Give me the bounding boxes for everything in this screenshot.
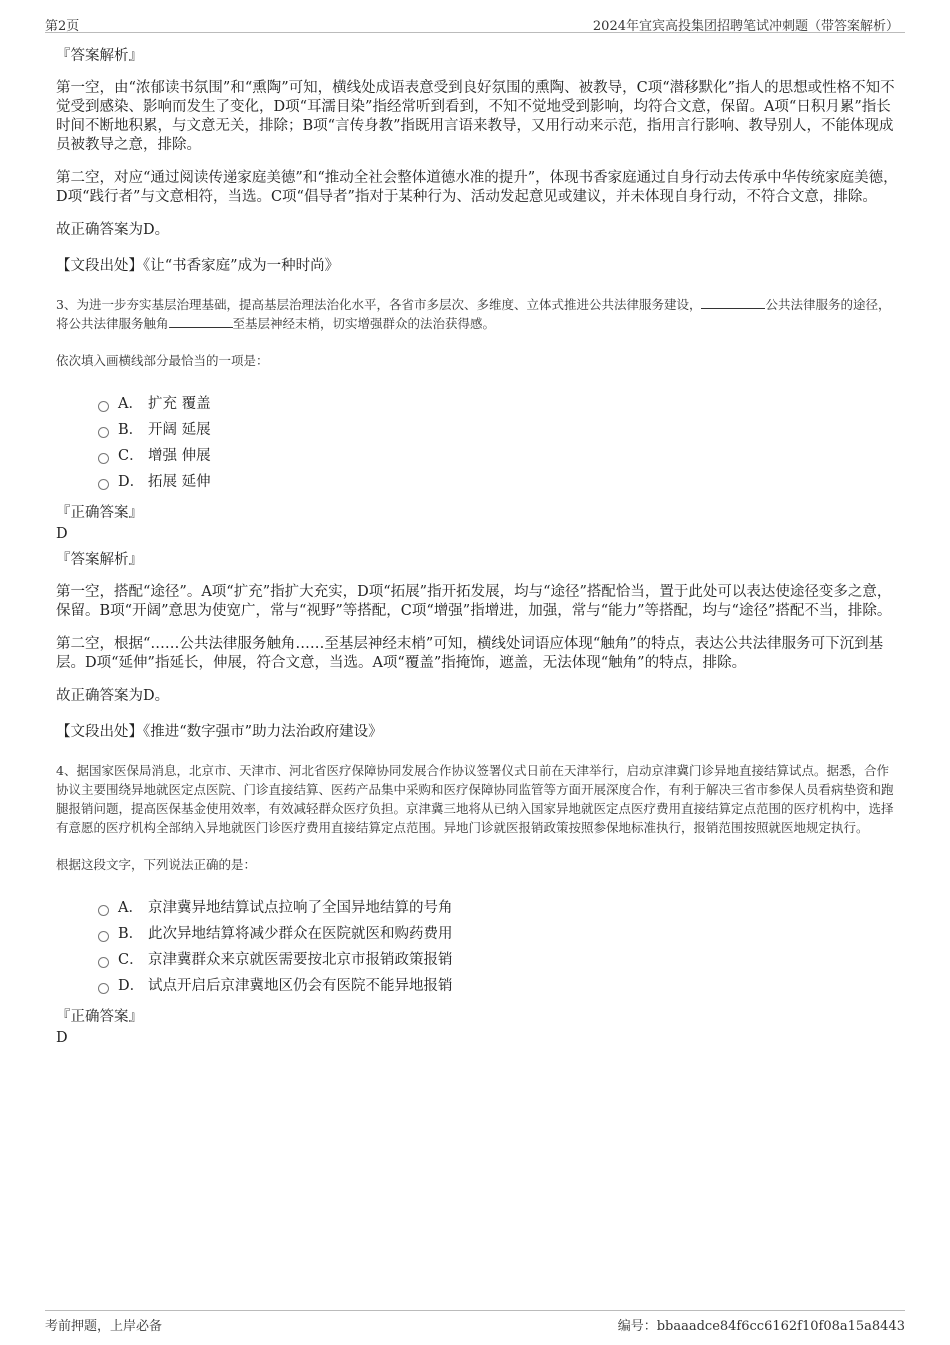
footer-note: 考前押题，上岸必备 — [45, 1319, 163, 1334]
correct-answer-label: 『正确答案』 — [56, 505, 143, 521]
radio-icon[interactable] — [98, 957, 109, 968]
radio-icon[interactable] — [98, 427, 109, 438]
correct-answer: D — [56, 1030, 68, 1046]
question-4-options — [98, 893, 898, 997]
radio-icon[interactable] — [98, 479, 109, 490]
analysis-paragraph: 第一空，由“浓郁读书氛围”和“熏陶”可知，横线处成语表意受到良好氛围的熏陶、被教导，C项“潜移默化”指人的思想或性格不知不觉受到感染、影响而发生了变化，D项“耳濡目染”指经常听到看到，不知不觉地受到影响，均符合文意，保留。A项“日积月累”指长时间不断地积累，与文意无关，排除；B项“言传身教”指既用言语来教导，又用行动来示范，指用言行影响、教导别人，不能体现成员被教导之意，排除。 — [56, 80, 895, 153]
radio-icon[interactable] — [98, 401, 109, 412]
option-d[interactable]: D． 试点开启后京津冀地区仍会有医院不能异地报销 — [98, 971, 898, 997]
question-3-text: 3、为进一步夯实基层治理基础，提高基层治理法治化水平，各省市多层次、多维度、立体式推进公共法律服务建设， 公共法律服务的途径，将公共法律服务触角 至基层神经末梢，切实增强群众的法治获得感。 — [56, 297, 891, 331]
question-4-prompt: 根据这段文字，下列说法正确的是： — [56, 857, 257, 872]
page-header — [45, 12, 905, 33]
radio-icon[interactable] — [98, 983, 109, 994]
analysis-paragraph: 第二空，对应“通过阅读传递家庭美德”和“推动全社会整体道德水准的提升”，体现书香家庭通过自身行动去传承中华传统家庭美德，D项“践行者”与文意相符，当选。C项“倡导者”指对于某种行为、活动发起意见或建议，并未体现自身行动，不符合文意，排除。 — [56, 170, 898, 205]
source-label: 【文段出处】 — [56, 724, 143, 740]
question-4-text: 4、据国家医保局消息，北京市、天津市、河北省医疗保障协同发展合作协议签署仪式日前在天津举行，启动京津冀门诊异地直接结算试点。据悉，合作协议主要围绕异地就医定点医院、门诊直接结算、医药产品集中采购和医疗保障协同监管等方面开展深度合作，有利于解决三省市参保人员看病垫资和跑腿报销问题，提高医保基金使用效率，有效减轻群众医疗负担。京津冀三地将从已纳入国家异地就医定点医疗费用直接结算定点范围的医疗机构中，选择有意愿的医疗机构全部纳入异地就医门诊医疗费用直接结算定点范围。异地门诊就医报销政策按照参保地标准执行，报销范围按照就医地规定执行。 — [56, 763, 894, 835]
blank-1 — [701, 296, 765, 309]
analysis-label: 『答案解析』 — [56, 552, 143, 568]
option-c[interactable]: C． 京津冀群众来京就医需要按北京市报销政策报销 — [98, 945, 898, 971]
correct-answer-label: 『正确答案』 — [56, 1009, 143, 1025]
source-line — [56, 720, 898, 741]
option-b[interactable]: B． 开阔 延展 — [98, 415, 898, 441]
radio-icon[interactable] — [98, 931, 109, 942]
analysis-paragraph: 第一空，搭配“途径”。A项“扩充”指扩大充实，D项“拓展”指开拓发展，均与“途径”搭配恰当，置于此处可以表达使途径变多之意，保留。B项“开阔”意思为使宽广，常与“视野”等搭配，C项“增强”指增进，加强，常与“能力”等搭配，均与“途径”搭配不当，排除。 — [56, 584, 892, 619]
page-footer — [45, 1310, 905, 1333]
option-b[interactable]: B． 此次异地结算将减少群众在医院就医和购药费用 — [98, 919, 898, 945]
radio-icon[interactable] — [98, 905, 109, 916]
option-a[interactable]: A． 扩充 覆盖 — [98, 389, 898, 415]
option-d[interactable]: D． 拓展 延伸 — [98, 467, 898, 493]
page-content — [56, 44, 898, 1052]
question-3-prompt: 依次填入画横线部分最恰当的一项是： — [56, 353, 269, 368]
radio-icon[interactable] — [98, 453, 109, 464]
analysis-conclusion: 故正确答案为D。 — [56, 222, 170, 238]
document-title: 2024年宜宾高投集团招聘笔试冲刺题（带答案解析） — [592, 19, 899, 34]
source-line — [56, 254, 898, 275]
source-title: 《让“书香家庭”成为一种时尚》 — [143, 258, 340, 274]
source-label: 【文段出处】 — [56, 258, 143, 274]
analysis-paragraph: 第二空，根据“……公共法律服务触角……至基层神经末梢”可知，横线处词语应体现“触角”的特点，表达公共法律服务可下沉到基层。D项“延伸”指延长，伸展，符合文意，当选。A项“覆盖”指掩饰，遮盖，无法体现“触角”的特点，排除。 — [56, 636, 884, 671]
correct-answer: D — [56, 526, 68, 542]
option-c[interactable]: C． 增强 伸展 — [98, 441, 898, 467]
blank-2 — [169, 315, 233, 328]
analysis-label: 『答案解析』 — [56, 48, 143, 64]
analysis-conclusion: 故正确答案为D。 — [56, 688, 170, 704]
source-title: 《推进“数字强市”助力法治政府建设》 — [143, 724, 383, 740]
option-a[interactable]: A． 京津冀异地结算试点拉响了全国异地结算的号角 — [98, 893, 898, 919]
document-serial: 编号：bbaaadce84f6cc6162f10f08a15a8443 — [617, 1319, 905, 1334]
question-3-options — [98, 389, 898, 493]
page-number: 第2页 — [45, 19, 80, 34]
